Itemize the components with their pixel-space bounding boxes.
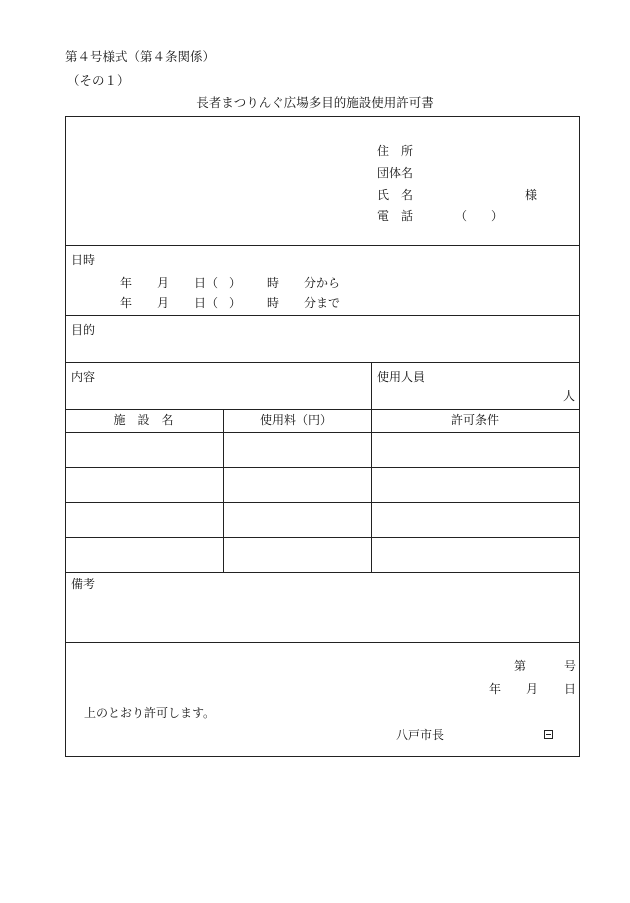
approval-month-unit: 月 xyxy=(526,682,539,696)
remarks-label: 備考 xyxy=(71,577,96,591)
divider xyxy=(66,409,579,410)
divider xyxy=(66,362,579,363)
address-label: 住 所 xyxy=(377,144,414,158)
weekday-paren-close: ） xyxy=(229,276,242,290)
column-header-fee: 使用料（円） xyxy=(259,413,332,427)
page-title: 長者まつりんぐ広場多目的施設使用許可書 xyxy=(196,95,434,110)
column-header-facility: 施 設 名 xyxy=(113,413,174,427)
form-number: 第４号様式（第４条関係） xyxy=(65,49,216,64)
column-header-conditions: 許可条件 xyxy=(450,413,499,427)
honorific-sama: 様 xyxy=(525,188,538,202)
approval-day-unit: 日 xyxy=(564,682,577,696)
approval-statement: 上のとおり許可します。 xyxy=(84,706,216,720)
until-minute: 分まで xyxy=(304,296,341,310)
group-name-label: 団体名 xyxy=(377,166,414,180)
divider xyxy=(66,642,579,643)
year-unit: 年 xyxy=(120,276,133,290)
divider xyxy=(223,409,224,572)
divider xyxy=(371,362,372,572)
form-sub-number: （その１） xyxy=(67,73,130,88)
mayor-title: 八戸市長 xyxy=(396,728,445,742)
divider xyxy=(66,245,579,246)
permit-number-suffix: 号 xyxy=(564,659,577,673)
approval-year-unit: 年 xyxy=(489,682,502,696)
seal-mark-icon xyxy=(544,730,553,739)
day-unit: 日（ xyxy=(194,296,219,310)
divider xyxy=(66,432,579,433)
hour-unit: 時 xyxy=(267,296,280,310)
month-unit: 月 xyxy=(157,276,170,290)
divider xyxy=(66,467,579,468)
divider xyxy=(66,537,579,538)
divider xyxy=(66,502,579,503)
content-label: 内容 xyxy=(71,370,96,384)
phone-label: 電 話 xyxy=(377,209,414,223)
month-unit: 月 xyxy=(157,296,170,310)
divider xyxy=(66,315,579,316)
name-label: 氏 名 xyxy=(377,188,414,202)
purpose-label: 目的 xyxy=(71,323,96,337)
day-unit: 日（ xyxy=(194,276,219,290)
divider xyxy=(66,572,579,573)
phone-area-paren: （ ） xyxy=(455,209,504,223)
hour-unit: 時 xyxy=(267,276,280,290)
from-minute: 分から xyxy=(304,276,341,290)
year-unit: 年 xyxy=(120,296,133,310)
people-unit: 人 xyxy=(563,389,576,403)
people-count-label: 使用人員 xyxy=(377,370,426,384)
datetime-label: 日時 xyxy=(71,253,96,267)
permit-number-prefix: 第 xyxy=(514,659,527,673)
weekday-paren-close: ） xyxy=(229,296,242,310)
